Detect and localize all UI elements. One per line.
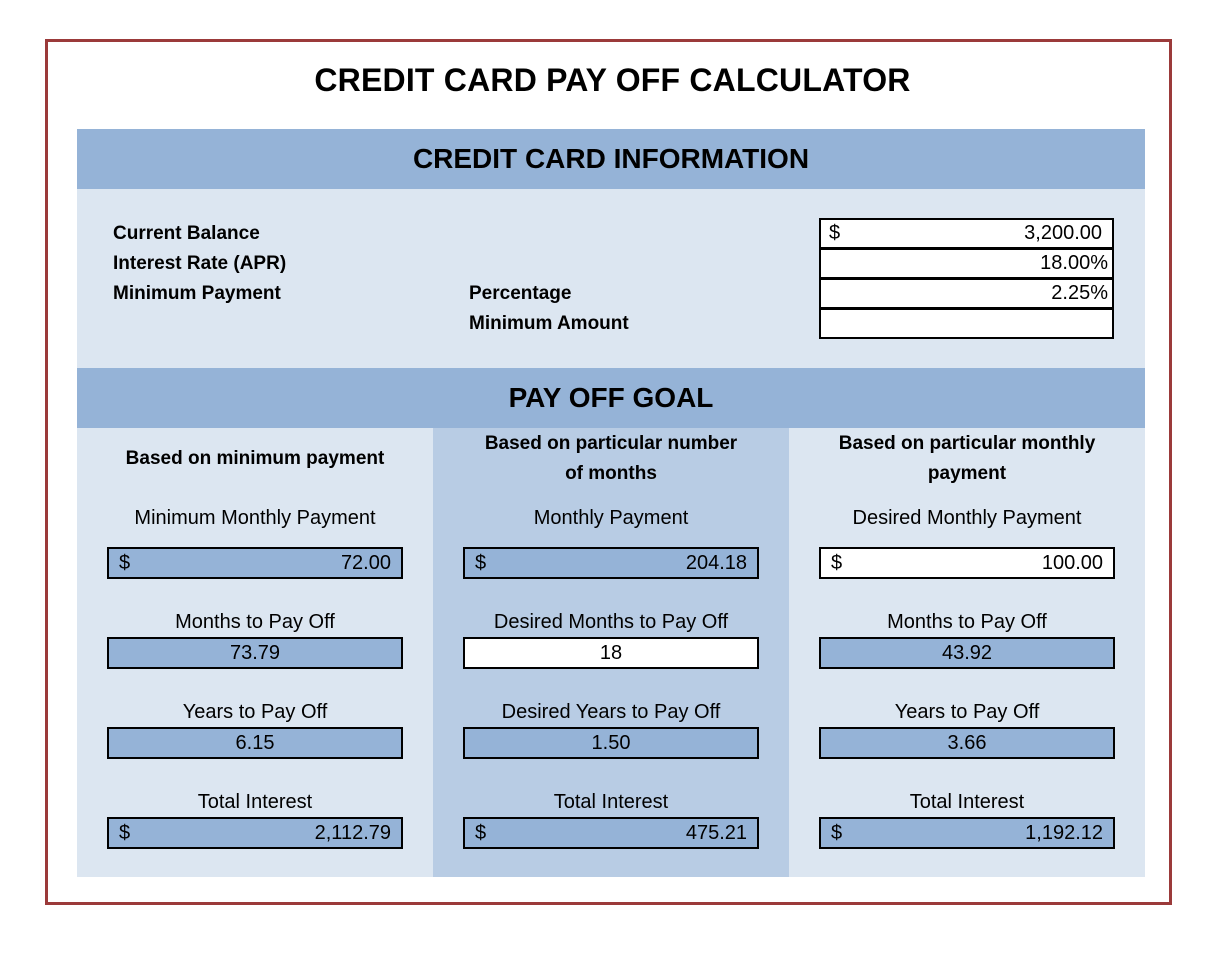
total-interest-label: Total Interest [197,791,313,813]
total-interest-output [819,817,1115,849]
currency-symbol: $ [831,552,843,574]
minimum-amount-label: Minimum Amount [469,313,629,334]
months-to-pay-off-value: 43.92 [941,642,993,664]
currency-symbol: $ [475,552,487,574]
interest-rate-value: 18.00% [1040,252,1108,274]
years-to-pay-off-value: 3.66 [947,732,987,754]
currency-symbol: $ [829,222,841,244]
minimum-payment-label: Minimum Payment [113,283,281,304]
currency-symbol: $ [475,822,487,844]
percentage-label: Percentage [469,283,572,304]
total-interest-value: 1,192.12 [1025,822,1103,844]
desired-years-value: 1.50 [591,732,631,754]
desired-months-input[interactable] [463,637,759,669]
goal-column-monthly-payment [789,428,1145,877]
monthly-payment-label: Monthly Payment [533,507,689,529]
total-interest-value: 475.21 [685,822,747,844]
column-heading-line2: payment [927,463,1007,484]
currency-symbol: $ [119,552,131,574]
interest-rate-label: Interest Rate (APR) [113,253,287,274]
minimum-monthly-payment-output [107,547,403,579]
minimum-monthly-payment-value: 72.00 [340,552,391,574]
currency-symbol: $ [119,822,131,844]
desired-months-value: 18 [599,642,623,664]
months-to-pay-off-label: Months to Pay Off [887,611,1047,633]
page-title: CREDIT CARD PAY OFF CALCULATOR [314,62,911,98]
desired-years-output [463,727,759,759]
total-interest-output [463,817,759,849]
desired-months-label: Desired Months to Pay Off [493,611,729,633]
years-to-pay-off-label: Years to Pay Off [894,701,1040,723]
currency-symbol: $ [831,822,843,844]
column-heading-line2: of months [565,463,657,484]
goal-column-number-of-months [433,428,789,877]
years-to-pay-off-label: Years to Pay Off [182,701,328,723]
total-interest-output [107,817,403,849]
months-to-pay-off-output [819,637,1115,669]
total-interest-value: 2,112.79 [314,822,391,844]
interest-rate-input[interactable] [819,248,1114,279]
years-to-pay-off-value: 6.15 [235,732,275,754]
current-balance-input[interactable] [819,218,1114,249]
column-heading-line1: Based on particular number [484,433,738,454]
column-heading-line1: Based on particular monthly [838,433,1096,454]
months-to-pay-off-label: Months to Pay Off [175,611,335,633]
current-balance-value: 3,200.00 [1024,222,1102,244]
monthly-payment-value: 204.18 [685,552,747,574]
percentage-input[interactable] [819,278,1114,309]
monthly-payment-output [463,547,759,579]
minimum-amount-cell[interactable] [819,308,1114,339]
desired-years-label: Desired Years to Pay Off [501,701,721,723]
months-to-pay-off-value: 73.79 [229,642,281,664]
current-balance-label: Current Balance [113,223,260,244]
total-interest-label: Total Interest [553,791,669,813]
desired-monthly-payment-input[interactable] [819,547,1115,579]
percentage-value: 2.25% [1051,282,1108,304]
section-header-credit-card-info: CREDIT CARD INFORMATION [77,129,1145,189]
years-to-pay-off-output [819,727,1115,759]
desired-monthly-payment-value: 100.00 [1041,552,1103,574]
desired-monthly-payment-label: Desired Monthly Payment [852,507,1082,529]
section-header-pay-off-goal: PAY OFF GOAL [77,368,1145,428]
years-to-pay-off-output [107,727,403,759]
total-interest-label: Total Interest [909,791,1025,813]
minimum-monthly-payment-label: Minimum Monthly Payment [134,507,376,529]
months-to-pay-off-output [107,637,403,669]
goal-column-minimum-payment [77,428,433,877]
column-heading: Based on minimum payment [125,448,385,469]
